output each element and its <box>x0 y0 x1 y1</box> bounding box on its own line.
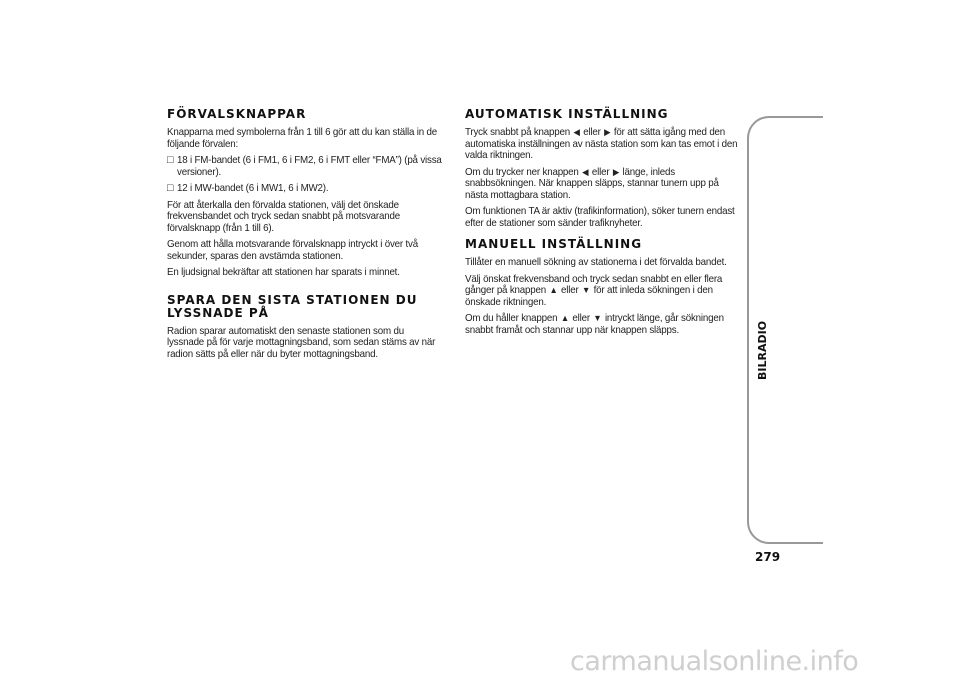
up-arrow-icon: ▲ <box>560 313 569 323</box>
page-number: 279 <box>755 550 781 564</box>
paragraph: Om funktionen TA är aktiv (trafikinformation), söker tunern endast efter de stationer som sänder trafiknyheter. <box>465 205 735 229</box>
heading-spara-station: SPARA DEN SISTA STATIONEN DU LYSSNADE PÅ <box>167 292 418 320</box>
paragraph: Tryck snabbt på knappen ◀ eller ▶ för att sätta igång med den automatiska inställningen av nästa station som kan tas emot i den valda riktningen. <box>465 126 738 161</box>
watermark: carmanualsonline.info <box>570 646 859 677</box>
right-column <box>465 108 761 341</box>
up-arrow-icon: ▲ <box>549 285 558 295</box>
section-tab-label: BILRADIO <box>756 320 769 380</box>
checkbox-bullet-icon: □ <box>167 154 174 166</box>
paragraph: Om du håller knappen ▲ eller ▼ intryckt länge, går sökningen snabbt framåt och stannar upp när knappen släpps. <box>465 312 724 336</box>
left-column <box>167 108 463 365</box>
checkbox-bullet-icon: □ <box>167 182 174 194</box>
paragraph: För att återkalla den förvalda stationen, välj det önskade frekvensbandet och tryck sedan snabbt på motsvarande förvalsknapp (från 1 till 6). <box>167 198 400 234</box>
paragraph: En ljudsignal bekräftar att stationen har sparats i minnet. <box>167 266 400 278</box>
paragraph: Genom att hålla motsvarande förvalsknapp intryckt i över två sekunder, sparas den avstämda stationen. <box>167 238 418 262</box>
paragraph: Radion sparar automatiskt den senaste stationen som du lyssnade på för varje mottagningsband, som sedan stäms av när radion sätts på eller när du byter mottagningsband. <box>167 324 436 360</box>
paragraph: Knapparna med symbolerna från 1 till 6 gör att du kan ställa in de följande förvalen: <box>167 126 437 150</box>
right-arrow-icon: ▶ <box>604 127 611 137</box>
right-arrow-icon: ▶ <box>612 166 620 177</box>
paragraph: Välj önskat frekvensband och tryck sedan snabbt en eller flera gånger på knappen ▲ eller ▼ för att inleda sökningen i den önskade riktningen. <box>465 272 723 308</box>
left-arrow-icon: ◀ <box>573 127 580 137</box>
down-arrow-icon: ▼ <box>593 313 602 323</box>
down-arrow-icon: ▼ <box>582 285 591 295</box>
paragraph: Om du trycker ner knappen ◀ eller ▶ länge, inleds snabbsökningen. När knappen släpps, stannar tunern upp på nästa mottagbara station. <box>465 165 719 201</box>
left-arrow-icon: ◀ <box>582 166 589 177</box>
heading-automatisk-installning: AUTOMATISK INSTÄLLNING <box>465 107 669 121</box>
heading-forvalsknappar: FÖRVALSKNAPPAR <box>167 107 307 121</box>
bullet-item: □ 18 i FM-bandet (6 i FM1, 6 i FM2, 6 i FMT eller “FMA”) (på vissa versioner). <box>167 154 442 178</box>
heading-manuell-installning: MANUELL INSTÄLLNING <box>465 237 643 251</box>
bullet-item: □ 12 i MW-bandet (6 i MW1, 6 i MW2). <box>167 182 329 194</box>
paragraph: Tillåter en manuell sökning av stationerna i det förvalda bandet. <box>465 256 727 268</box>
